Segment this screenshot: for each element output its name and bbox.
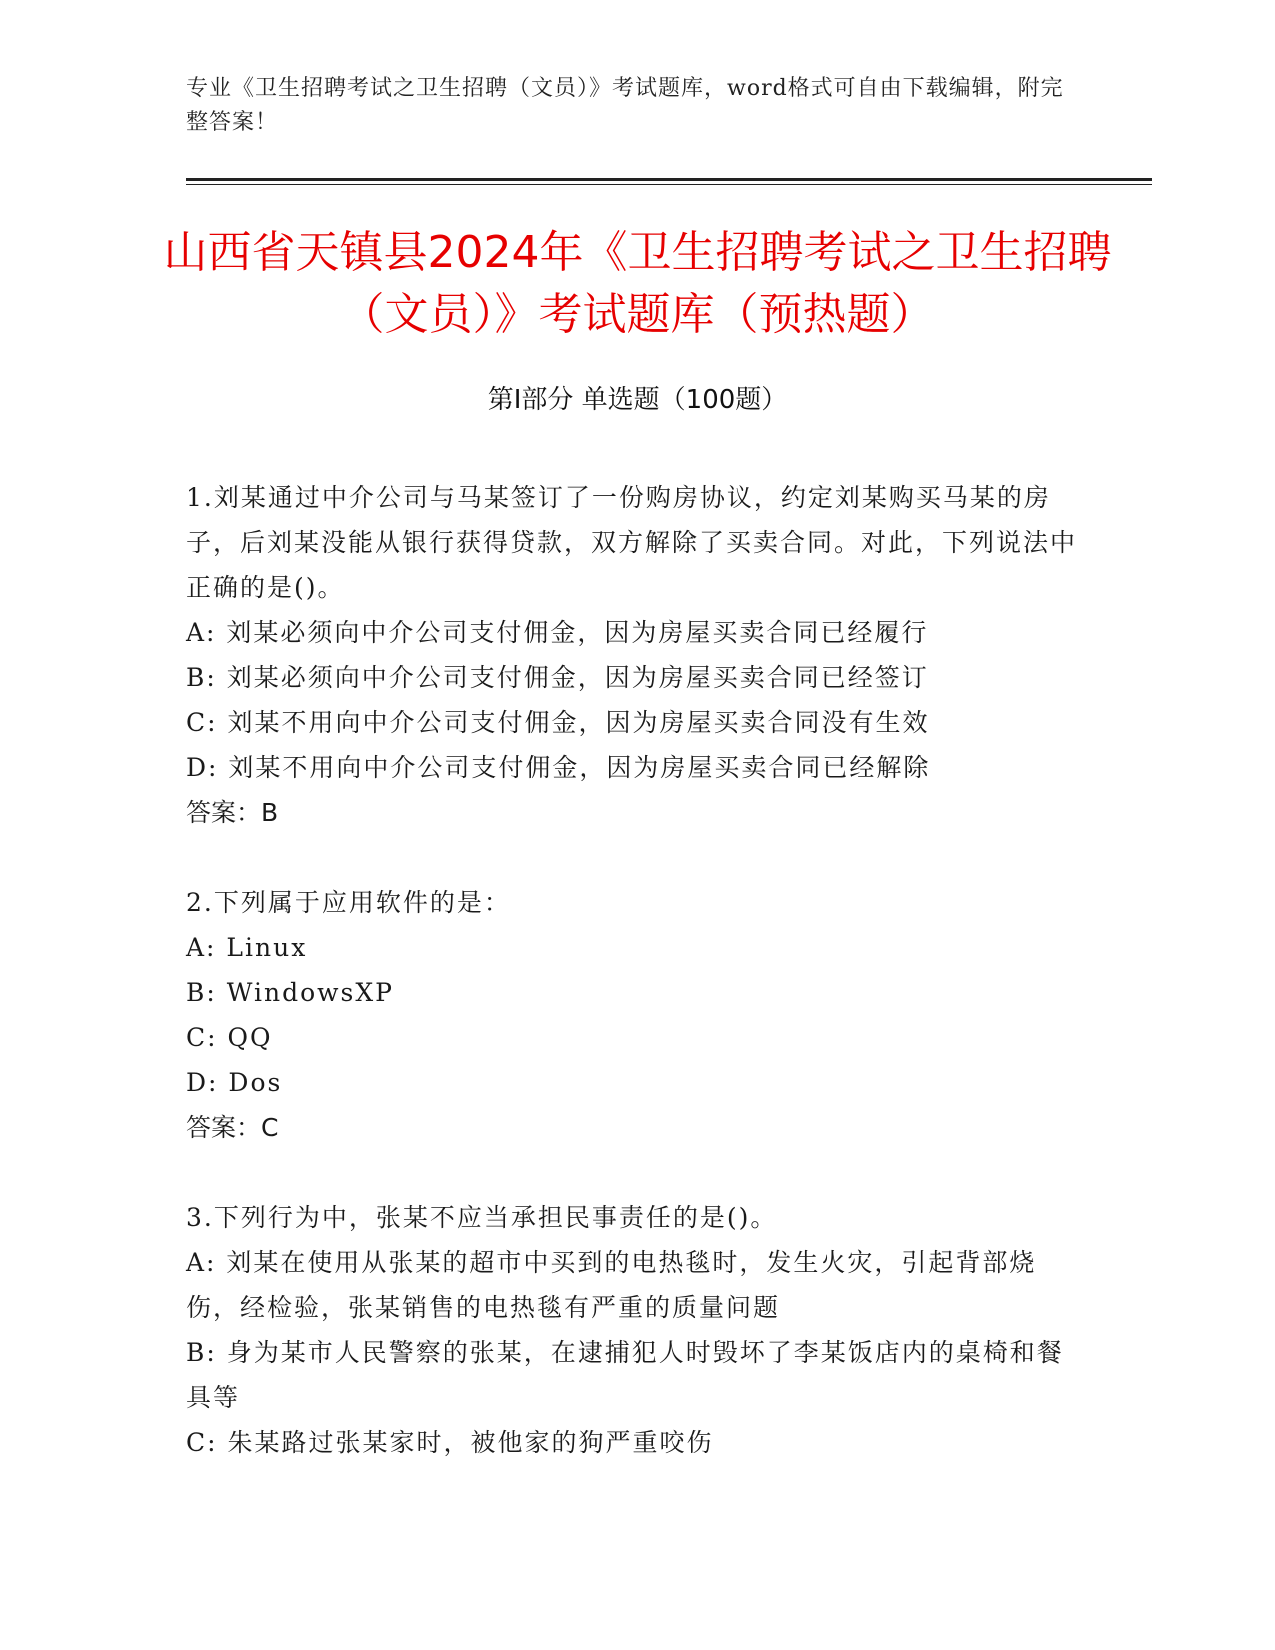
option-c: C: 朱某路过张某家时，被他家的狗严重咬伤 <box>186 1428 714 1457</box>
question-1 <box>186 475 1086 835</box>
option-a: A: 刘某在使用从张某的超市中买到的电热毯时，发生火灾，引起背部烧伤，经检验，张某销售的电热毯有严重的质量问题 <box>186 1248 1037 1322</box>
option-b: B: WindowsXP <box>186 978 394 1007</box>
question-stem: 3.下列行为中，张某不应当承担民事责任的是()。 <box>186 1203 778 1232</box>
option-b: B: 刘某必须向中介公司支付佣金，因为房屋买卖合同已经签订 <box>186 663 929 692</box>
option-c: C: QQ <box>186 1023 273 1052</box>
option-d: D: Dos <box>186 1068 283 1097</box>
answer: 答案：B <box>186 798 279 827</box>
question-list <box>186 475 1086 1510</box>
section-title: 第Ⅰ部分 单选题（100题） <box>487 385 788 415</box>
header-note: 专业《卫生招聘考试之卫生招聘（文员）》考试题库，word格式可自由下载编辑，附完整答案！ <box>186 76 1064 135</box>
question-2 <box>186 880 1086 1150</box>
header-divider <box>186 178 1152 181</box>
answer: 答案：C <box>186 1113 279 1142</box>
option-d: D: 刘某不用向中介公司支付佣金，因为房屋买卖合同已经解除 <box>186 753 931 782</box>
header-divider-thin <box>186 184 1152 185</box>
option-a: A: 刘某必须向中介公司支付佣金，因为房屋买卖合同已经履行 <box>186 618 929 647</box>
option-c: C: 刘某不用向中介公司支付佣金，因为房屋买卖合同没有生效 <box>186 708 930 737</box>
document-title: 山西省天镇县2024年《卫生招聘考试之卫生招聘（文员）》考试题库（预热题） <box>163 227 1112 340</box>
question-stem: 1.刘某通过中介公司与马某签订了一份购房协议，约定刘某购买马某的房子，后刘某没能从银行获得贷款，双方解除了买卖合同。对此，下列说法中正确的是()。 <box>186 483 1078 602</box>
question-3 <box>186 1195 1086 1465</box>
option-b: B: 身为某市人民警察的张某，在逮捕犯人时毁坏了李某饭店内的桌椅和餐具等 <box>186 1338 1064 1412</box>
question-stem: 2.下列属于应用软件的是： <box>186 888 511 917</box>
option-a: A: Linux <box>186 933 308 962</box>
